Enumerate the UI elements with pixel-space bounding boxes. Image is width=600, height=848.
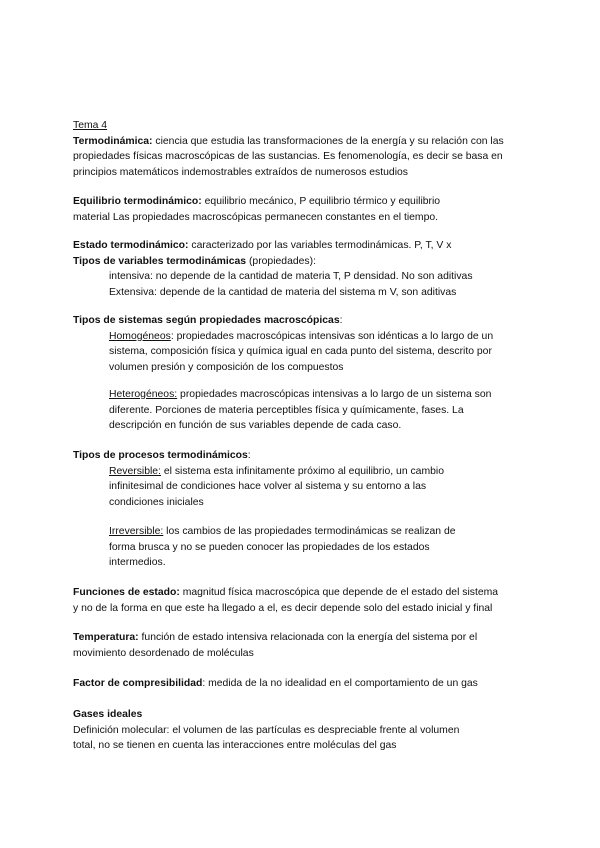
gases-line-2: total, no se tienen en cuenta las interacciones entre moléculas del gas: [73, 740, 397, 751]
irreversible-line-3: intermedios.: [109, 557, 166, 568]
termodinamica-line-3: principios matemáticos indemostrables extraídos de numerosos estudios: [73, 166, 408, 178]
homogeneos-term: Homogéneos: [109, 330, 171, 342]
irreversible-term: Irreversible:: [109, 526, 164, 537]
sistemas-term: Tipos de sistemas según propiedades macroscópicas: [73, 315, 340, 326]
section-termodinamica: [73, 118, 533, 180]
heterogeneos-term: Heterogéneos:: [109, 389, 178, 400]
heterogeneos-line-1: propiedades macroscópicas intensivas a lo largo de un sistema son: [177, 389, 492, 400]
temperatura-line-2: movimiento desordenado de moléculas: [73, 647, 254, 659]
section-sistemas: [73, 313, 533, 375]
gases-title: Gases ideales: [73, 709, 143, 720]
homogeneos-line-2: sistema, composición física y química igual en cada punto del sistema, descrito por: [109, 346, 492, 357]
procesos-rest: :: [247, 450, 251, 461]
section-factor: [73, 676, 533, 692]
funciones-term: Funciones de estado:: [73, 587, 180, 598]
irreversible-line-1: los cambios de las propiedades termodinámicas se realizan de: [163, 526, 456, 537]
section-procesos: [73, 448, 533, 510]
reversible-term: Reversible:: [109, 465, 161, 477]
variables-term: Tipos de variables termodinámicas: [73, 255, 247, 267]
termodinamica-line-1: ciencia que estudia las transformaciones de la energía y su relación con las: [152, 135, 504, 147]
equilibrio-line-2: material Las propiedades macroscópicas permanecen constantes en el tiempo.: [73, 211, 439, 223]
section-irreversible: [73, 524, 533, 571]
irreversible-line-2: forma brusca y no se pueden conocer las propiedades de los estados: [109, 541, 430, 553]
section-temperatura: [73, 630, 533, 661]
variables-rest: (propiedades):: [246, 255, 316, 267]
termodinamica-line-2: propiedades físicas macroscópicas de las sustancias. Es fenomenología, es decir se basa en: [73, 151, 503, 162]
heterogeneos-line-3: descripción en función de sus variables depende de cada caso.: [109, 420, 402, 431]
equilibrio-line-1: equilibrio mecánico, P equilibrio térmico y equilibrio: [201, 196, 441, 207]
estado-rest: caracterizado por las variables termodinámicas. P, T, V x: [188, 240, 452, 251]
homogeneos-line-3: volumen presión y composición de los compuestos: [109, 361, 344, 373]
reversible-line-1: el sistema esta infinitamente próximo al equilibrio, un cambio: [160, 465, 444, 477]
extensiva-line: Extensiva: depende de la cantidad de materia del sistema m V, son aditivas: [109, 286, 457, 298]
homogeneos-line-1: : propiedades macroscópicas intensivas son idénticas a lo largo de un: [170, 330, 494, 342]
section-estado: [73, 238, 533, 300]
heterogeneos-line-2: diferente. Porciones de materia perceptibles física y químicamente, fases. La: [109, 404, 464, 416]
section-heterogeneos: [73, 387, 533, 434]
section-equilibrio: [73, 194, 533, 225]
gases-line-1: Definición molecular: el volumen de las partículas es despreciable frente al volumen: [73, 724, 460, 736]
section-funciones: [73, 585, 533, 616]
section-gases: [73, 707, 533, 754]
estado-term: Estado termodinámico:: [73, 240, 189, 251]
sistemas-rest: :: [339, 315, 343, 326]
funciones-line-1: magnitud física macroscópica que depende de el estado del sistema: [179, 587, 499, 598]
procesos-term: Tipos de procesos termodinámicos: [73, 450, 248, 461]
temperatura-line-1: función de estado intensiva relacionada con la energía del sistema por el: [138, 632, 478, 643]
funciones-line-2: y no de la forma en que este ha llegado a el, es decir depende solo del estado inicial y final: [73, 602, 493, 614]
reversible-line-3: condiciones iniciales: [109, 496, 204, 508]
factor-term: Factor de compresibilidad: [73, 678, 203, 689]
termodinamica-term: Termodinámica:: [73, 135, 153, 147]
reversible-line-2: infinitesimal de condiciones hace volver al sistema y su entorno a las: [109, 481, 427, 492]
temperatura-term: Temperatura:: [73, 632, 139, 643]
tema-heading: Tema 4: [73, 120, 108, 131]
factor-rest: : medida de la no idealidad en el comportamiento de un gas: [202, 678, 478, 689]
equilibrio-term: Equilibrio termodinámico:: [73, 196, 202, 207]
intensiva-line: intensiva: no depende de la cantidad de materia T, P densidad. No son aditivas: [109, 271, 473, 282]
